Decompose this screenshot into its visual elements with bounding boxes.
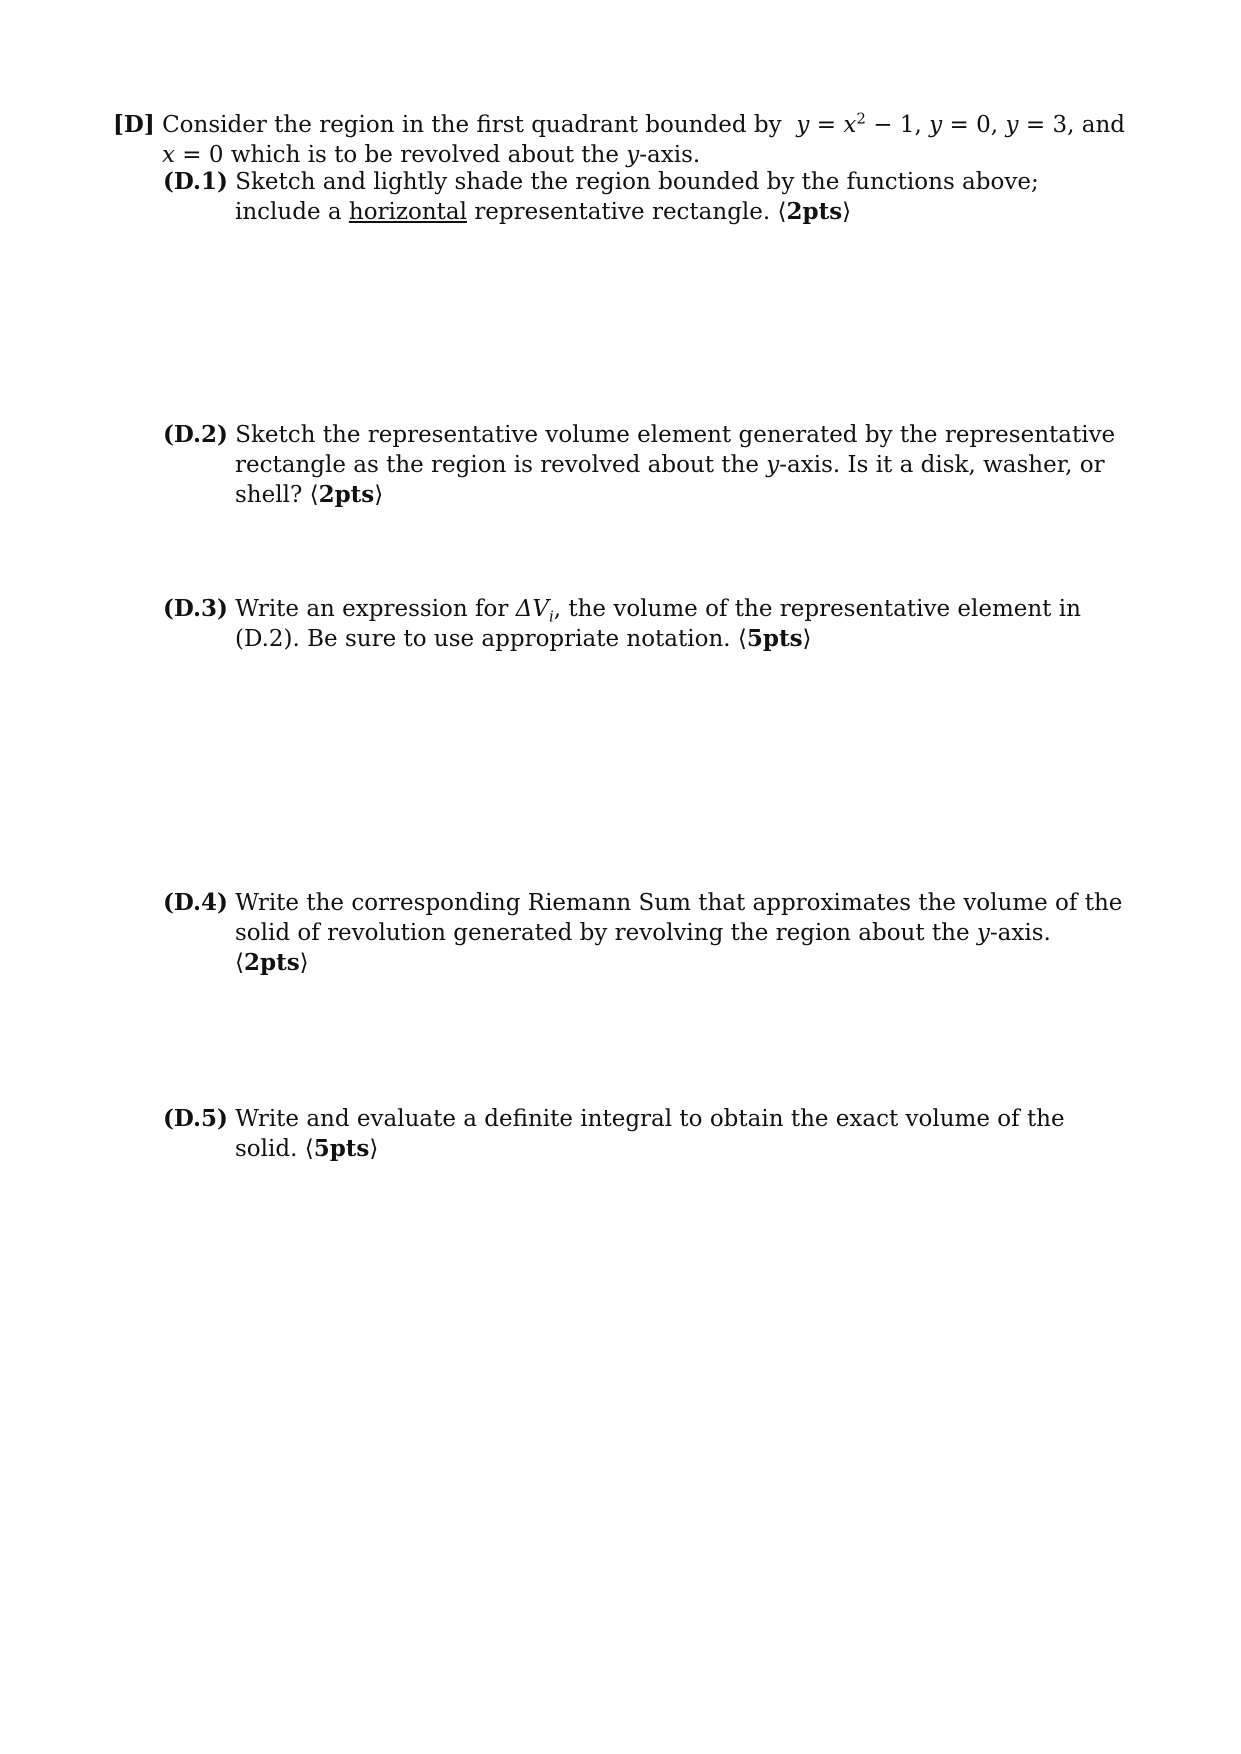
part-label: (D.3) <box>163 595 228 622</box>
part-text: -axis. <box>989 920 1051 946</box>
points: 5pts <box>746 625 803 652</box>
part-d5: (D.5) Write and evaluate a definite integral to obtain the exact volume of the solid. ⟨5pts⟩ <box>163 1105 1065 1162</box>
part-d1: (D.1) Sketch and lightly shade the region bounded by the functions above; include a horizontal representative rectangle. ⟨2pts⟩ <box>163 168 1039 225</box>
eq4-val: = 0 <box>174 142 224 168</box>
part-text: Write an expression for <box>235 596 509 622</box>
and-word: and <box>1081 112 1126 138</box>
delta-v: ΔV <box>515 596 549 622</box>
eq4-lhs: x <box>162 142 175 168</box>
axis-variable: y <box>976 920 990 946</box>
eq3-lhs: y <box>1005 112 1019 138</box>
eq1-rhs-post: − 1, <box>865 112 922 138</box>
part-d3: (D.3) Write an expression for $\Delta V_i$, the volume of the representative element in (D.2). Be sure to use appropriate notation. ⟨5pts⟩ <box>163 595 1081 652</box>
intro-text-b: which is to be revolved about the <box>230 142 619 168</box>
problem-label: [D] <box>113 111 155 138</box>
part-text: Sketch and lightly shade the region bounded by the functions above; include a <box>235 169 1039 225</box>
eq3-val: = 3, <box>1018 112 1075 138</box>
problem-intro: [D] Consider the region in the first quadrant bounded by $y = x^2 - 1$, y = 0, y = 3, and x = 0 which is to be revolved about the y-axis. <box>113 109 1126 168</box>
axis-suffix: -axis. <box>639 142 701 168</box>
part-text: , the volume of the representative element in (D.2). Be sure to use appropriate notation. <box>235 596 1081 652</box>
part-text: representative rectangle. <box>474 199 771 225</box>
part-text: Write the corresponding Riemann Sum that approximates the volume of the solid of revolution generated by revolving the region about the <box>235 890 1123 946</box>
axis-variable: y <box>626 142 640 168</box>
points: 2pts <box>786 198 843 225</box>
eq2-lhs: y <box>929 112 943 138</box>
eq1-lhs: y <box>796 112 810 138</box>
part-text: Write and evaluate a definite integral to obtain the exact volume of the solid. <box>235 1106 1065 1162</box>
part-text: Sketch the representative volume element generated by the representative rectangle as the region is revolved about the <box>235 422 1116 478</box>
part-d2: (D.2) Sketch the representative volume element generated by the representative rectangle as the region is revolved about the y-axis. Is it a disk, washer, or shell? ⟨2pts⟩ <box>163 421 1116 508</box>
eq1-rhs: x <box>843 112 857 138</box>
underlined-word: horizontal <box>348 199 467 225</box>
part-label: (D.1) <box>163 168 228 195</box>
part-label: (D.5) <box>163 1105 228 1132</box>
intro-text-a: Consider the region in the first quadrant bounded by <box>162 112 782 138</box>
part-label: (D.4) <box>163 889 228 916</box>
points: 5pts <box>313 1135 370 1162</box>
eq2-val: = 0, <box>942 112 999 138</box>
axis-variable: y <box>766 452 780 478</box>
problem-d <box>113 110 1125 170</box>
points: 2pts <box>318 481 375 508</box>
points: 2pts <box>243 949 300 976</box>
part-text: -axis. Is it a disk, washer, or shell? <box>235 452 1105 508</box>
part-label: (D.2) <box>163 421 228 448</box>
part-d4: (D.4) Write the corresponding Riemann Sum that approximates the volume of the solid of revolution generated by revolving the region about the y-axis. ⟨2pts⟩ <box>163 889 1123 976</box>
subscript-i: i <box>548 607 554 626</box>
